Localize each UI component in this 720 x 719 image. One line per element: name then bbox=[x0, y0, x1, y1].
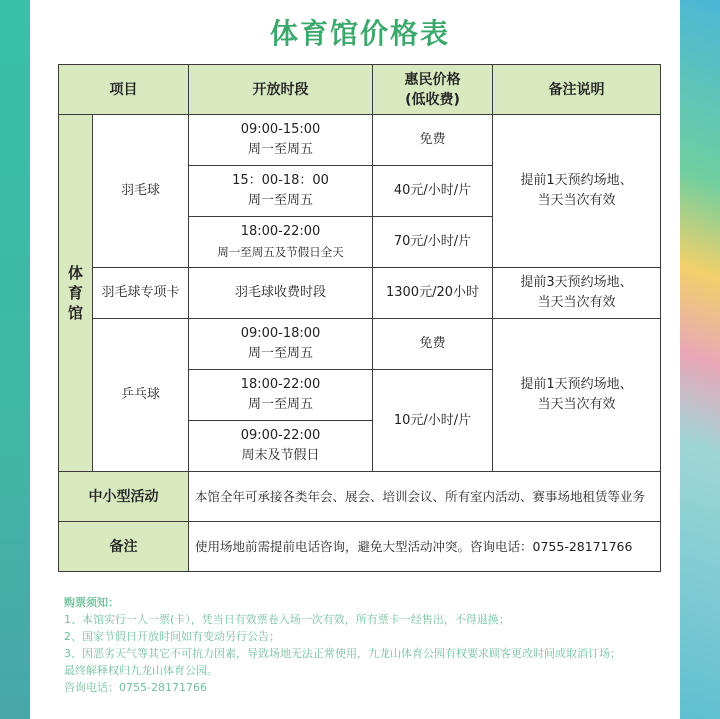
purchase-notes bbox=[64, 594, 684, 696]
time-text: 18:00-22:00 bbox=[240, 224, 321, 239]
pingpong-price-paid: 10元/小时/片 bbox=[373, 370, 493, 472]
note-line: 当天当次有效 bbox=[537, 397, 616, 412]
badminton-hours-1 bbox=[189, 115, 373, 166]
notes-line: 咨询电话：0755-28171766 bbox=[64, 681, 207, 694]
item-pingpong: 乒乓球 bbox=[93, 319, 189, 472]
notes-heading: 购票须知： bbox=[64, 596, 119, 609]
days-text: 周一至周五 bbox=[247, 397, 313, 412]
price-table bbox=[58, 64, 661, 572]
badminton-hours-2 bbox=[189, 166, 373, 217]
right-background-stripe bbox=[680, 0, 720, 719]
notes-line: 3、因恶劣天气等其它不可抗力因素，导致场地无法正常使用，九龙山体育公园有权要求顾客更改时间或取消订场； bbox=[64, 647, 621, 660]
pingpong-hours-3 bbox=[189, 421, 373, 472]
remark-text: 使用场地前需提前电话咨询，避免大型活动冲突。咨询电话：0755-28171766 bbox=[189, 522, 661, 572]
badminton-price-2: 40元/小时/片 bbox=[373, 166, 493, 217]
card-hours: 羽毛球收费时段 bbox=[189, 268, 373, 319]
note-line: 提前1天预约场地、 bbox=[520, 377, 633, 392]
badminton-price-1: 免费 bbox=[373, 115, 493, 166]
group-label-gym bbox=[59, 115, 93, 472]
badminton-hours-3 bbox=[189, 217, 373, 268]
remark-label: 备注 bbox=[59, 522, 189, 572]
days-text: 周一至周五 bbox=[247, 193, 313, 208]
time-text: 18:00-22:00 bbox=[240, 377, 321, 392]
time-text: 09:00-22:00 bbox=[240, 428, 321, 443]
header-price bbox=[373, 65, 493, 115]
pingpong-note bbox=[493, 319, 661, 472]
table-row bbox=[59, 319, 661, 370]
days-text: 周一至周五 bbox=[247, 142, 313, 157]
events-label: 中小型活动 bbox=[59, 472, 189, 522]
header-remark: 备注说明 bbox=[493, 65, 661, 115]
left-background-stripe bbox=[0, 0, 30, 719]
note-line: 提前1天预约场地、 bbox=[520, 173, 633, 188]
card-price: 1300元/20小时 bbox=[373, 268, 493, 319]
events-text: 本馆全年可承接各类年会、展会、培训会议、所有室内活动、赛事场地租赁等业务 bbox=[189, 472, 661, 522]
badminton-price-3: 70元/小时/片 bbox=[373, 217, 493, 268]
item-badminton: 羽毛球 bbox=[93, 115, 189, 268]
days-text: 周一至周五及节假日全天 bbox=[217, 245, 344, 259]
group-char-2: 育 bbox=[67, 284, 83, 302]
days-text: 周一至周五 bbox=[247, 346, 313, 361]
header-price-line1: 惠民价格 bbox=[404, 71, 461, 88]
group-char-1: 体 bbox=[67, 264, 83, 282]
table-row bbox=[59, 472, 661, 522]
pingpong-price-free: 免费 bbox=[373, 319, 493, 370]
note-line: 当天当次有效 bbox=[537, 193, 616, 208]
pingpong-hours-2 bbox=[189, 370, 373, 421]
page-title: 体育馆价格表 bbox=[269, 17, 450, 50]
header-item: 项目 bbox=[59, 65, 189, 115]
days-text: 周末及节假日 bbox=[241, 448, 320, 463]
table-row bbox=[59, 115, 661, 166]
table-header-row bbox=[59, 65, 661, 115]
time-text: 09:00-18:00 bbox=[240, 326, 321, 341]
badminton-note bbox=[493, 115, 661, 268]
notes-line: 1、本馆实行一人一票(卡），凭当日有效票卷入场一次有效，所有票卡一经售出，不得退换； bbox=[64, 613, 510, 626]
header-price-line2: (低收费) bbox=[405, 91, 460, 108]
notes-line: 最终解释权归九龙山体育公园。 bbox=[64, 664, 218, 677]
group-char-3: 馆 bbox=[67, 304, 83, 322]
card-note bbox=[493, 268, 661, 319]
note-line: 当天当次有效 bbox=[537, 295, 616, 310]
time-text: 09:00-15:00 bbox=[240, 122, 321, 137]
header-hours: 开放时段 bbox=[189, 65, 373, 115]
note-line: 提前3天预约场地、 bbox=[520, 275, 633, 290]
table-row bbox=[59, 268, 661, 319]
item-badminton-card: 羽毛球专项卡 bbox=[93, 268, 189, 319]
notes-line: 2、国家节假日开放时间如有变动另行公告； bbox=[64, 630, 280, 643]
pingpong-hours-1 bbox=[189, 319, 373, 370]
time-text: 15：00-18：00 bbox=[232, 173, 329, 188]
table-row bbox=[59, 522, 661, 572]
